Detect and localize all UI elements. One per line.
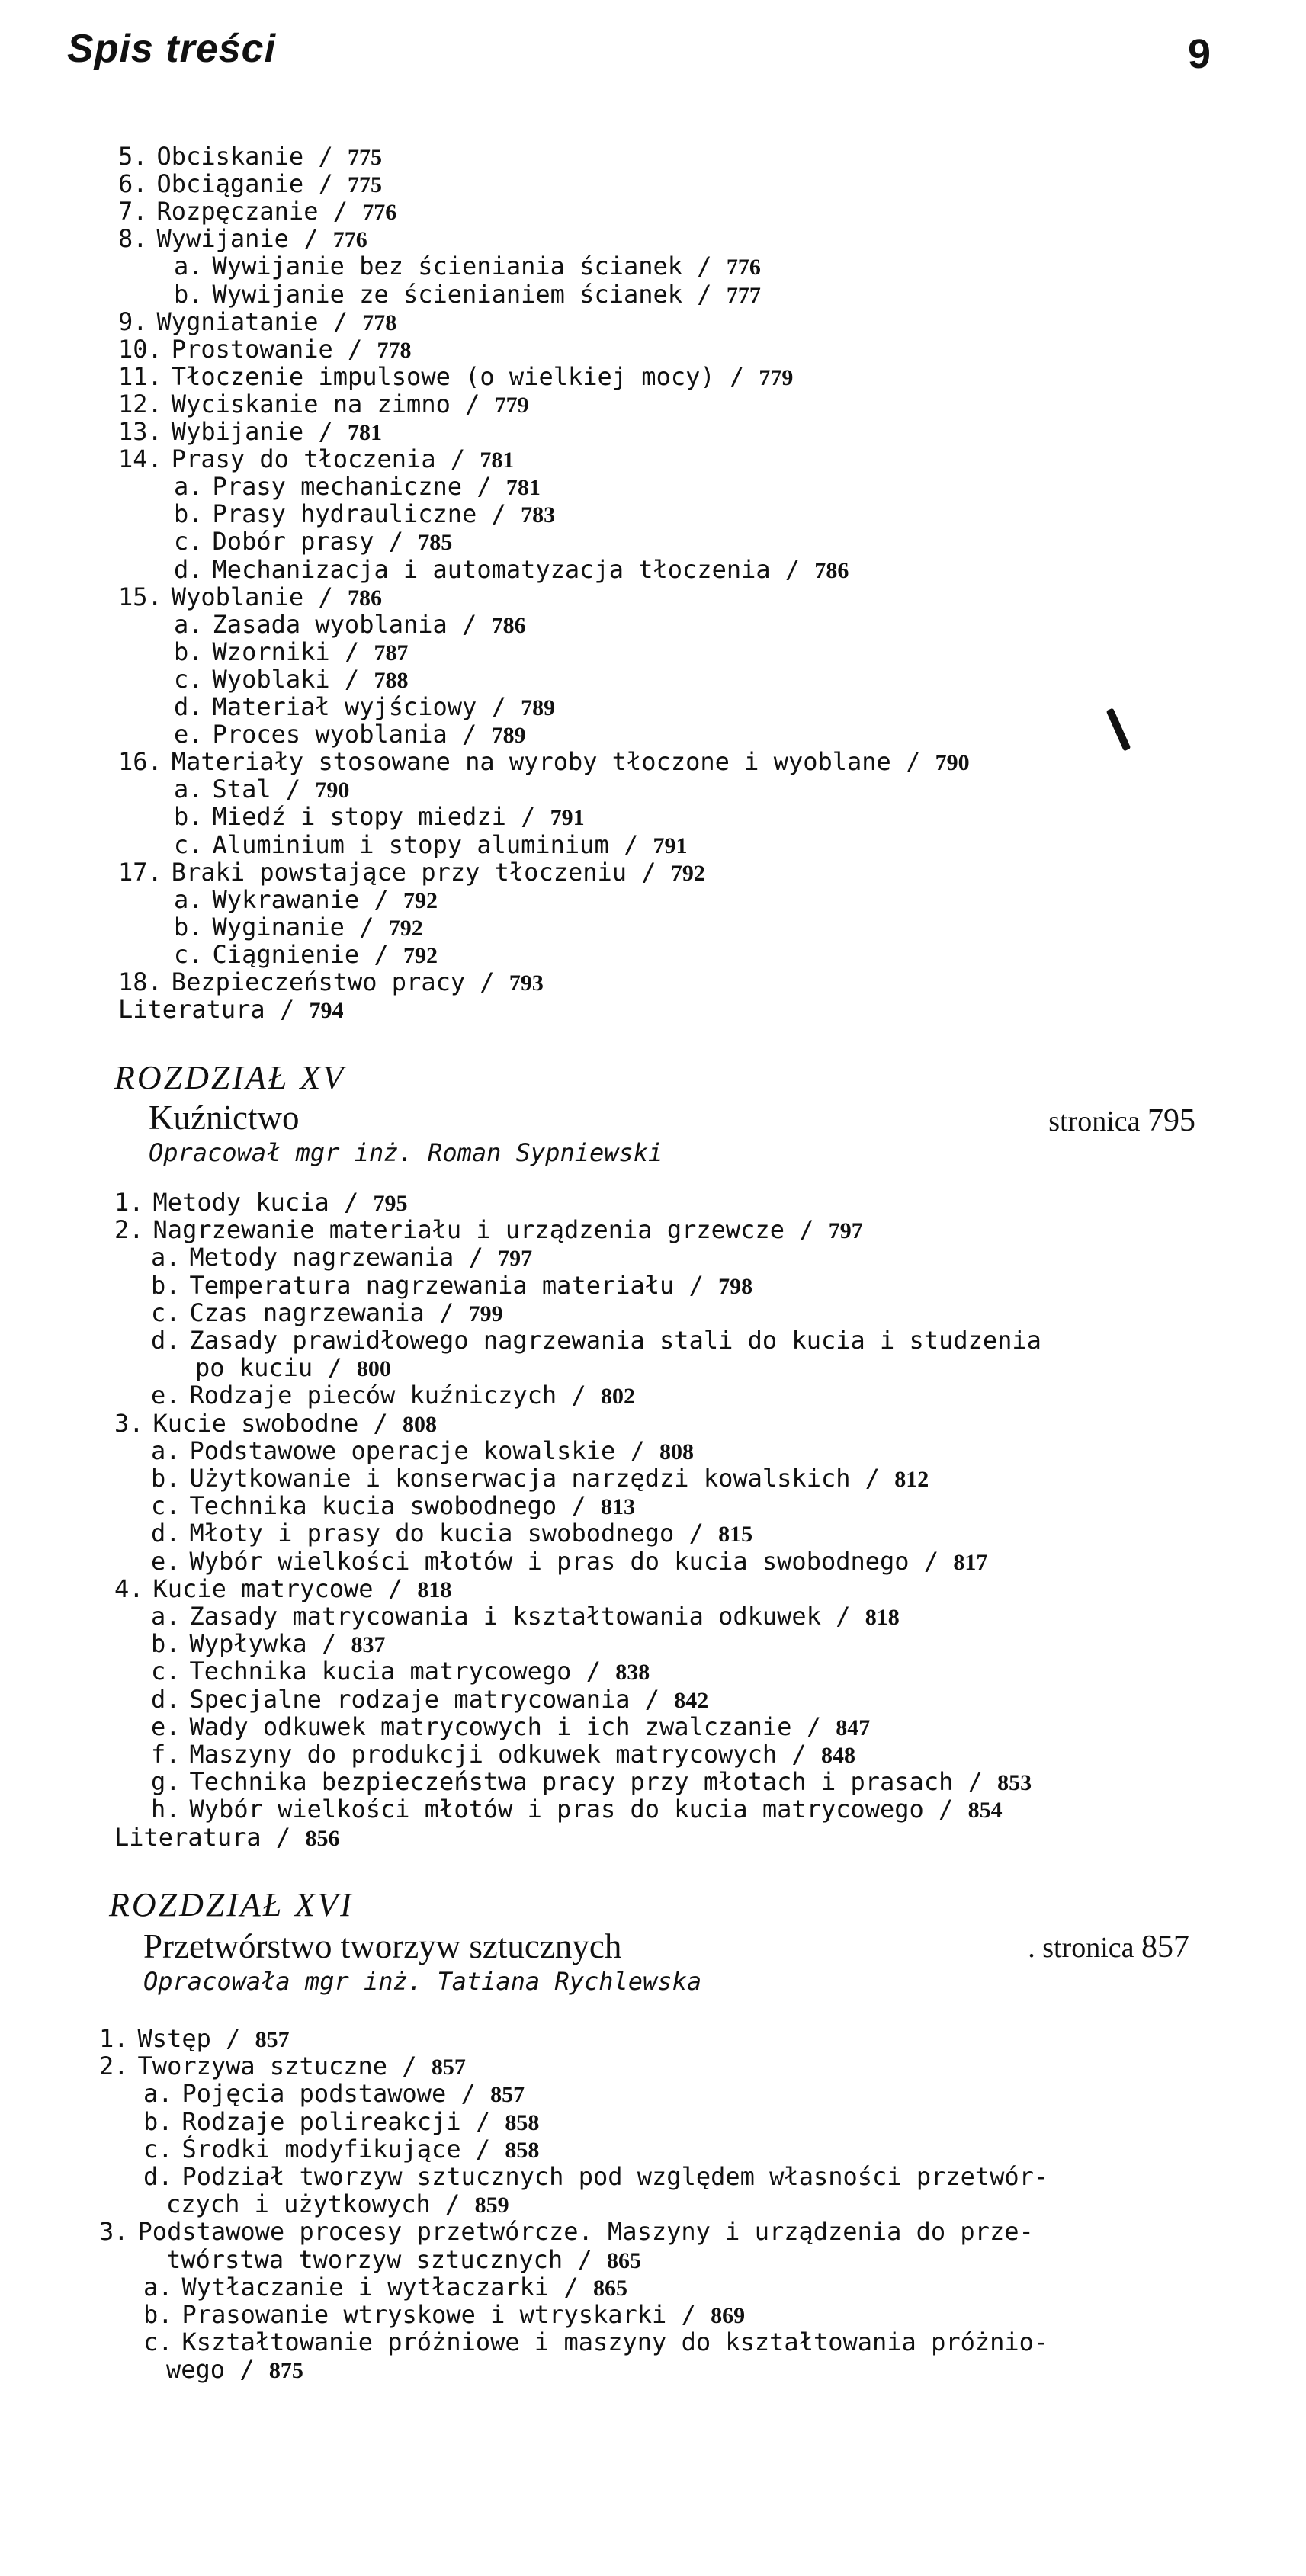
toc-entry-number: d. [174,554,204,584]
toc-entry[interactable] [174,804,585,831]
toc-entry[interactable] [114,1217,863,1244]
toc-entry-title: Wyoblanie / [171,582,348,611]
toc-entry-title: Prasy hydrauliczne / [212,499,521,529]
toc-entry-title: Wady odkuwek matrycowych i ich zwalczanie / [189,1711,836,1741]
toc-entry-title: Wzorniki / [212,637,374,666]
toc-entry-page: 854 [967,1798,1003,1824]
chapter-15-page-number: 795 [1147,1103,1195,1138]
toc-entry-page: 818 [865,1605,900,1630]
toc-entry[interactable] [174,666,408,694]
toc-entry-number: d. [151,1519,181,1548]
toc-entry[interactable] [118,584,382,611]
toc-entry[interactable] [114,1824,339,1852]
toc-entry[interactable] [151,1520,752,1548]
toc-entry-number: a. [174,472,204,502]
toc-entry-number: e. [151,1711,181,1741]
toc-entry[interactable] [143,2106,540,2136]
toc-entry[interactable] [151,1300,503,1327]
toc-entry[interactable] [99,2217,1034,2247]
toc-entry-title: Kucie matrycowe / [152,1574,418,1603]
toc-entry-title: po kuciu / [195,1353,357,1383]
toc-entry[interactable] [118,306,397,336]
toc-entry[interactable] [151,1658,650,1686]
toc-entry-title: Mechanizacja i automatyzacja tłoczenia / [212,554,815,584]
toc-entry[interactable] [143,2080,525,2108]
toc-entry-title: Wyginanie / [212,912,389,942]
toc-entry-title: Pojęcia podstawowe / [181,2079,491,2109]
toc-entry-number: d. [151,1684,181,1714]
toc-entry-page: 798 [718,1273,753,1299]
toc-entry[interactable] [174,473,541,501]
toc-entry-page: 776 [332,227,367,253]
toc-entry-page: 779 [494,392,529,418]
toc-entry-number: b. [174,279,204,309]
toc-entry-number: b. [174,802,204,832]
toc-entry-page: 815 [718,1522,753,1548]
toc-entry-number: 2. [114,1215,144,1245]
toc-entry-number: c. [174,664,204,694]
toc-entry[interactable] [174,884,438,914]
chapter-15-author: Opracował mgr inż. Roman Sypniewski [149,1138,663,1167]
toc-entry[interactable] [118,446,514,473]
toc-entry[interactable] [151,1686,708,1714]
toc-entry-title: Proces wyoblania / [212,720,492,749]
toc-entry-page: 788 [374,667,409,693]
toc-entry-number: b. [174,499,204,529]
toc-entry-title: Technika kucia swobodnego / [189,1491,601,1521]
toc-entry-page: 847 [836,1715,871,1740]
toc-entry-title: Technika kucia matrycowego / [189,1657,616,1686]
toc-entry[interactable] [174,528,452,556]
toc-entry[interactable] [151,1382,635,1410]
toc-entry-page: 789 [491,723,526,749]
toc-entry-title: Czas nagrzewania / [189,1298,469,1327]
toc-entry-page: 786 [814,557,849,583]
toc-entry-number: 4. [114,1574,144,1603]
toc-entry-page: 781 [505,475,541,501]
toc-entry[interactable] [143,2164,1048,2189]
toc-entry-number: c. [174,829,204,859]
toc-entry[interactable] [151,1327,1041,1353]
toc-entry-title: Środki modyfikujące / [181,2134,505,2164]
toc-entry-title: Dobór prasy / [212,527,419,557]
toc-entry-page: 775 [347,145,382,170]
toc-entry-number: a. [151,1243,181,1272]
toc-entry-title: Literatura / [114,1822,306,1852]
toc-entry[interactable] [99,2053,466,2080]
toc-entry[interactable] [118,336,412,364]
toc-entry[interactable] [174,939,438,969]
toc-entry[interactable] [151,1769,1032,1796]
chapter-15-page [1048,1102,1195,1139]
toc-entry-number: 9. [118,306,148,336]
toc-entry-number: 10. [118,334,162,364]
toc-entry-number: 13. [118,417,162,446]
toc-entry-title: Prostowanie / [171,334,377,364]
toc-entry-number: d. [143,2162,173,2191]
toc-entry-number: e. [151,1546,181,1576]
toc-entry-number: a. [143,2079,173,2109]
toc-entry-title: Metody kucia / [152,1188,374,1217]
toc-entry-number: b. [174,637,204,666]
toc-entry[interactable] [151,1438,694,1465]
toc-entry-page: 842 [674,1687,709,1713]
toc-entry-title: Prasy mechaniczne / [212,472,506,502]
toc-entry-title: Materiał wyjściowy / [212,692,521,721]
toc-entry[interactable] [118,171,382,198]
toc-entry[interactable] [114,1410,437,1438]
toc-entry[interactable] [143,2274,627,2302]
toc-entry-title: Maszyny do produkcji odkuwek matrycowych / [189,1740,821,1769]
toc-entry-number: 14. [118,444,162,474]
chapter-16-page-number: 857 [1141,1930,1189,1965]
toc-entry-number: e. [151,1381,181,1410]
toc-entry-page: 858 [505,2109,540,2135]
toc-entry-page: 781 [347,420,382,445]
toc-entry-page: 875 [268,2358,303,2384]
toc-entry[interactable] [174,253,761,281]
toc-entry[interactable] [151,1603,900,1631]
toc-entry[interactable] [143,2302,745,2329]
toc-entry-number: a. [151,1602,181,1631]
toc-entry-title: wego / [166,2355,269,2385]
toc-entry[interactable] [118,143,382,171]
toc-entry-number: c. [143,2134,173,2164]
toc-entry[interactable] [118,391,529,419]
toc-entry[interactable] [174,914,423,942]
toc-entry-page: 853 [997,1770,1032,1796]
page-number: 9 [1187,31,1211,77]
toc-entry-number: 18. [118,967,162,996]
toc-entry-page: 791 [550,805,585,831]
toc-entry-title: Wybijanie / [171,417,348,446]
toc-entry-title: Prasy do tłoczenia / [171,444,480,474]
toc-entry-title: Rozpęczanie / [156,197,363,226]
toc-entry-title: Stal / [212,775,316,804]
toc-entry-number: c. [174,527,204,557]
toc-entry-page: 856 [305,1825,340,1851]
toc-entry-page: 779 [759,364,794,390]
toc-entry-title: Temperatura nagrzewania materiału / [189,1270,719,1300]
toc-entry-title: Użytkowanie i konserwacja narzędzi kowalskich / [189,1464,895,1493]
toc-entry-page: 802 [600,1384,635,1410]
toc-entry-number: 16. [118,747,162,777]
chapter-15-page-word: stronica [1048,1105,1141,1137]
toc-entry-page: 781 [480,448,515,473]
toc-entry-page: 787 [374,640,409,666]
toc-entry-title: Wypływka / [189,1629,351,1659]
toc-entry-number: 3. [114,1408,144,1438]
toc-entry[interactable] [151,1796,1003,1824]
toc-entry-page: 857 [490,2082,525,2108]
toc-entry-number: 8. [118,224,148,254]
toc-entry-page: 857 [255,2027,290,2052]
toc-entry-title: Podstawowe procesy przetwórcze. Maszyny i urządzenia do prze- [137,2217,1034,2247]
toc-entry-page: 865 [592,2275,627,2301]
toc-entry[interactable] [174,721,526,749]
toc-entry[interactable] [151,1493,635,1520]
toc-entry-title: Wytłaczanie i wytłaczarki / [181,2272,593,2302]
toc-entry[interactable] [114,1189,408,1217]
toc-entry-number: d. [151,1326,181,1355]
toc-entry-number: d. [174,692,204,721]
toc-entry-title: twórstwa tworzyw sztucznych / [166,2244,607,2274]
toc-entry-page: 858 [505,2137,540,2163]
chapter-16-title: Przetwórstwo tworzyw sztucznych [143,1927,622,1965]
toc-entry-number: a. [174,609,204,639]
toc-entry-page: 817 [953,1549,988,1575]
toc-entry-title: Kucie swobodne / [152,1408,403,1438]
toc-entry-number: 7. [118,197,148,226]
toc-entry-number: c. [151,1298,181,1327]
toc-entry-title: Literatura / [118,995,310,1025]
toc-entry-title: Rodzaje polireakcji / [181,2106,505,2136]
toc-entry-title: Technika bezpieczeństwa pracy przy młotach i prasach / [189,1767,998,1797]
toc-entry-number: e. [174,720,204,749]
chapter-16-label: ROZDZIAŁ XVI [109,1886,354,1923]
toc-entry-page: 813 [600,1494,635,1520]
toc-entry-title: czych i użytkowych / [166,2189,475,2219]
toc-entry-page: 848 [820,1743,855,1768]
toc-entry-number: 5. [118,142,148,171]
toc-entry-page: 837 [351,1632,386,1658]
toc-entry-title: Podstawowe operacje kowalskie / [189,1436,660,1465]
toc-entry-number: a. [174,252,204,281]
toc-entry-title: Wybór wielkości młotów i pras do kucia matrycowego / [189,1795,968,1824]
toc-entry-title: Miedź i stopy miedzi / [212,802,550,832]
toc-entry-page: 776 [726,255,761,281]
toc-entry-number: 12. [118,389,162,419]
toc-entry-page: 790 [315,778,350,804]
toc-entry-page: 793 [509,970,544,996]
toc-entry-title: Prasowanie wtryskowe i wtryskarki / [181,2300,711,2329]
toc-entry-title: Zasada wyoblania / [212,609,492,639]
toc-entry-number: a. [174,884,204,914]
toc-entry[interactable] [118,859,705,887]
toc-entry[interactable] [174,611,526,639]
toc-entry-page: 792 [670,860,705,886]
toc-entry-page: 799 [468,1301,503,1326]
toc-entry-title: Metody nagrzewania / [189,1243,499,1272]
pencil-mark-icon [1106,707,1131,751]
toc-entry[interactable] [151,1272,752,1300]
toc-entry-page: 838 [615,1660,650,1686]
toc-entry[interactable] [118,361,794,391]
toc-entry-number: h. [151,1795,181,1824]
toc-entry[interactable] [151,1465,929,1493]
toc-entry[interactable] [174,694,555,721]
toc-entry-page: 865 [606,2247,641,2273]
toc-entry-page: 785 [418,530,453,556]
toc-entry-page: 778 [377,337,412,363]
toc-entry-number: b. [143,2106,173,2136]
toc-entry-title: Kształtowanie próżniowe i maszyny do kształtowania próżnio- [181,2327,1049,2357]
toc-entry-number: b. [151,1270,181,1300]
toc-entry-page: 808 [659,1439,695,1464]
toc-entry-page: 797 [498,1246,533,1272]
toc-entry-number: 1. [99,2024,129,2053]
toc-entry-title: Zasady prawidłowego nagrzewania stali do kucia i studzenia [189,1326,1041,1355]
toc-entry-page: 797 [828,1218,863,1244]
toc-entry-page: 775 [347,172,382,198]
toc-entry-page: 859 [474,2193,509,2218]
toc-entry-title: Tworzywa sztuczne / [137,2051,432,2081]
toc-entry-page: 777 [726,282,761,308]
toc-entry-number: a. [174,775,204,804]
toc-entry-number: b. [151,1629,181,1659]
toc-entry-page: 790 [935,750,970,776]
toc-entry-number: 11. [118,361,162,391]
toc-entry-page: 794 [309,998,344,1024]
toc-entry-number: a. [151,1436,181,1465]
toc-entry-title: Wywijanie bez ścieniania ścianek / [212,252,727,281]
toc-entry-number: b. [143,2300,173,2329]
toc-entry-title: Tłoczenie impulsowe (o wielkiej mocy) / [171,361,759,391]
toc-entry-page: 789 [521,695,556,720]
toc-entry[interactable] [118,198,396,226]
toc-entry-page: 857 [431,2055,466,2080]
toc-entry-page: 786 [491,612,526,638]
toc-entry-page: 800 [356,1356,391,1382]
toc-entry[interactable] [166,2356,303,2384]
toc-entry-title: Wygniatanie / [156,306,363,336]
toc-entry-title: Braki powstające przy tłoczeniu / [171,857,671,887]
toc-entry-title: Wywijanie ze ścienianiem ścianek / [212,279,727,309]
chapter-16-page [1028,1929,1189,1965]
toc-entry-number: b. [151,1464,181,1493]
toc-entry[interactable] [114,1576,451,1603]
toc-entry-number: c. [151,1657,181,1686]
toc-entry-title: Materiały stosowane na wyroby tłoczone i wyoblane / [171,747,935,777]
toc-entry-page: 778 [362,310,397,335]
toc-entry-page: 812 [894,1467,929,1492]
toc-entry-title: Wykrawanie / [212,884,403,914]
toc-entry[interactable] [166,2191,509,2218]
chapter-15-title: Kuźnictwo [149,1099,300,1137]
toc-entry-number: 15. [118,582,162,611]
toc-entry-number: 3. [99,2217,129,2247]
toc-entry-number: 6. [118,169,148,199]
toc-entry-title: Wywijanie / [156,224,333,254]
chapter-16-page-word: . stronica [1028,1932,1134,1964]
toc-entry-page: 776 [362,200,397,226]
toc-entry-title: Specjalne rodzaje matrycowania / [189,1684,675,1714]
toc-entry-number: f. [151,1740,181,1769]
toc-entry[interactable] [151,1244,532,1272]
toc-entry-number: c. [174,939,204,969]
toc-entry-title: Wyciskanie na zimno / [171,389,495,419]
toc-entry[interactable] [118,749,970,776]
toc-entry-title: Rodzaje pieców kuźniczych / [189,1381,601,1410]
toc-entry-title: Wstęp / [137,2024,255,2053]
toc-entry[interactable] [118,996,343,1024]
toc-entry-number: g. [151,1767,181,1797]
toc-entry[interactable] [174,554,849,584]
toc-entry[interactable] [174,829,688,859]
toc-entry-title: Nagrzewanie materiału i urządzenia grzewcze / [152,1215,829,1245]
chapter-15-label: ROZDZIAŁ XV [114,1059,346,1096]
toc-entry[interactable] [118,226,367,253]
toc-entry-page: 792 [388,915,423,941]
toc-entry[interactable] [151,1711,871,1741]
toc-entry-number: 17. [118,857,162,887]
toc-entry-title: Aluminium i stopy aluminium / [212,829,653,859]
toc-entry-number: b. [174,912,204,942]
toc-entry-page: 795 [373,1191,408,1216]
toc-entry-title: Wybór wielkości młotów i pras do kucia swobodnego / [189,1546,954,1576]
toc-entry[interactable] [174,639,408,666]
toc-entry-page: 818 [417,1577,452,1602]
toc-entry-number: 1. [114,1188,144,1217]
toc-entry-title: Obciskanie / [156,142,348,171]
toc-entry-title: Młoty i prasy do kucia swobodnego / [189,1519,719,1548]
toc-entry-number: c. [151,1491,181,1521]
toc-entry-title: Bezpieczeństwo pracy / [171,967,509,996]
toc-entry-page: 869 [711,2303,746,2328]
toc-entry[interactable] [174,281,761,309]
toc-entry-title: Ciągnienie / [212,939,403,969]
toc-entry-page: 808 [403,1411,438,1437]
toc-entry-page: 791 [653,832,688,858]
chapter-16-author: Opracowała mgr inż. Tatiana Rychlewska [143,1967,702,1996]
toc-entry-page: 792 [403,942,438,968]
toc-entry[interactable] [118,419,382,446]
toc-entry[interactable] [166,2244,641,2274]
toc-entry[interactable] [143,2136,539,2164]
toc-entry[interactable] [99,2026,290,2053]
page-header-title: Spis treści [67,27,277,71]
toc-entry-page: 792 [403,887,438,913]
toc-entry[interactable] [174,501,555,528]
toc-entry[interactable] [195,1355,391,1382]
toc-entry-page: 783 [521,502,556,528]
toc-entry-page: 786 [347,585,382,611]
toc-entry[interactable] [151,1631,385,1658]
toc-entry-number: a. [143,2272,173,2302]
toc-entry-title: Obciąganie / [156,169,348,199]
toc-entry-title: Wyoblaki / [212,664,374,694]
toc-entry-number: c. [143,2327,173,2357]
toc-entry-title: Podział tworzyw sztucznych pod względem własności przetwór- [181,2162,1049,2191]
toc-entry-number: 2. [99,2051,129,2081]
toc-entry[interactable] [143,2329,1048,2355]
toc-entry[interactable] [174,776,349,804]
toc-entry[interactable] [151,1741,855,1769]
toc-entry[interactable] [118,969,544,996]
toc-entry[interactable] [151,1548,987,1576]
toc-entry-title: Zasady matrycowania i kształtowania odkuwek / [189,1602,865,1631]
